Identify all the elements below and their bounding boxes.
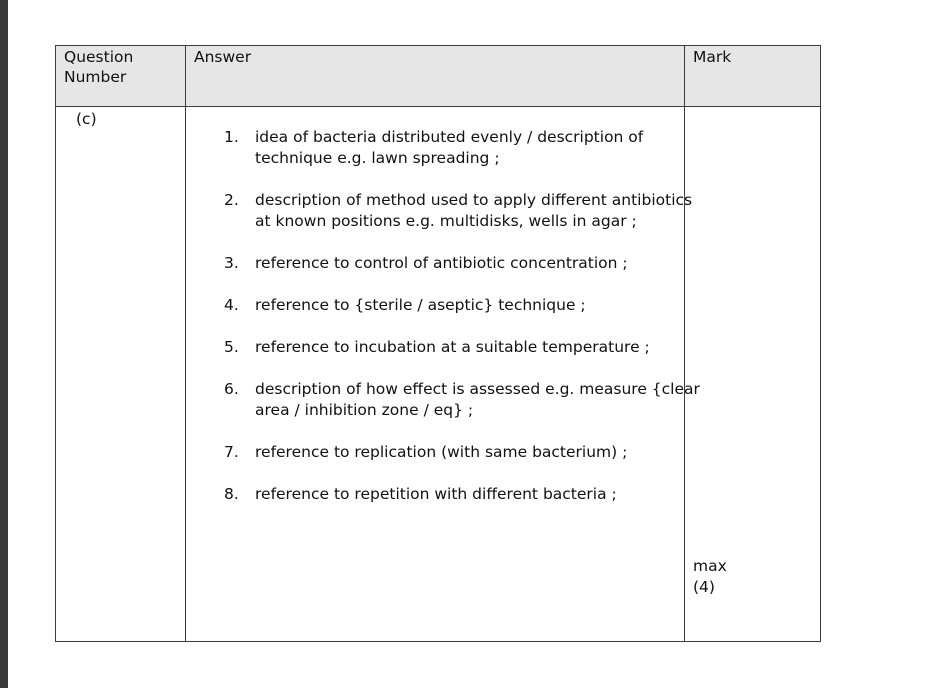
list-item bbox=[186, 379, 705, 421]
item-number: 6. bbox=[224, 380, 239, 398]
item-text: idea of bacteria distributed evenly / description of technique e.g. lawn spreading ; bbox=[255, 128, 644, 167]
item-text: reference to repetition with different bacteria ; bbox=[255, 485, 617, 503]
item-number: 7. bbox=[224, 443, 239, 461]
list-item bbox=[186, 295, 705, 316]
header-row bbox=[56, 46, 821, 107]
item-text: reference to replication (with same bacterium) ; bbox=[255, 443, 628, 461]
header-answer-label: Answer bbox=[194, 48, 252, 66]
answer-cell bbox=[186, 107, 700, 642]
mark-cell bbox=[685, 107, 821, 642]
item-number: 8. bbox=[224, 485, 239, 503]
item-text: description of method used to apply different antibiotics at known positions e.g. multidisks, wells in agar ; bbox=[255, 191, 693, 230]
list-item bbox=[186, 484, 705, 505]
mark-value bbox=[693, 556, 727, 598]
item-number: 3. bbox=[224, 254, 239, 272]
mark-points: (4) bbox=[693, 578, 715, 596]
item-number: 2. bbox=[224, 191, 239, 209]
item-number: 4. bbox=[224, 296, 239, 314]
header-question-number bbox=[56, 46, 186, 107]
mark-scheme-table bbox=[55, 45, 821, 642]
header-question-number-label: Question Number bbox=[64, 48, 134, 86]
list-item bbox=[186, 127, 705, 169]
header-answer bbox=[186, 46, 685, 107]
item-number: 1. bbox=[224, 128, 239, 146]
header-mark-label: Mark bbox=[693, 48, 732, 66]
item-text: reference to control of antibiotic concentration ; bbox=[255, 254, 628, 272]
window-edge-bar bbox=[0, 0, 8, 688]
list-item bbox=[186, 190, 705, 232]
question-number: (c) bbox=[76, 110, 97, 128]
question-number-cell bbox=[56, 107, 186, 642]
item-text: reference to incubation at a suitable temperature ; bbox=[255, 338, 650, 356]
header-mark bbox=[685, 46, 821, 107]
item-text: description of how effect is assessed e.g. measure {clear area / inhibition zone / eq} ; bbox=[255, 380, 700, 419]
list-item bbox=[186, 253, 705, 274]
answer-list bbox=[186, 107, 700, 505]
list-item bbox=[186, 442, 705, 463]
item-text: reference to {sterile / aseptic} technique ; bbox=[255, 296, 586, 314]
item-number: 5. bbox=[224, 338, 239, 356]
mark-max-label: max bbox=[693, 557, 727, 575]
table-row bbox=[56, 107, 821, 642]
list-item bbox=[186, 337, 705, 358]
